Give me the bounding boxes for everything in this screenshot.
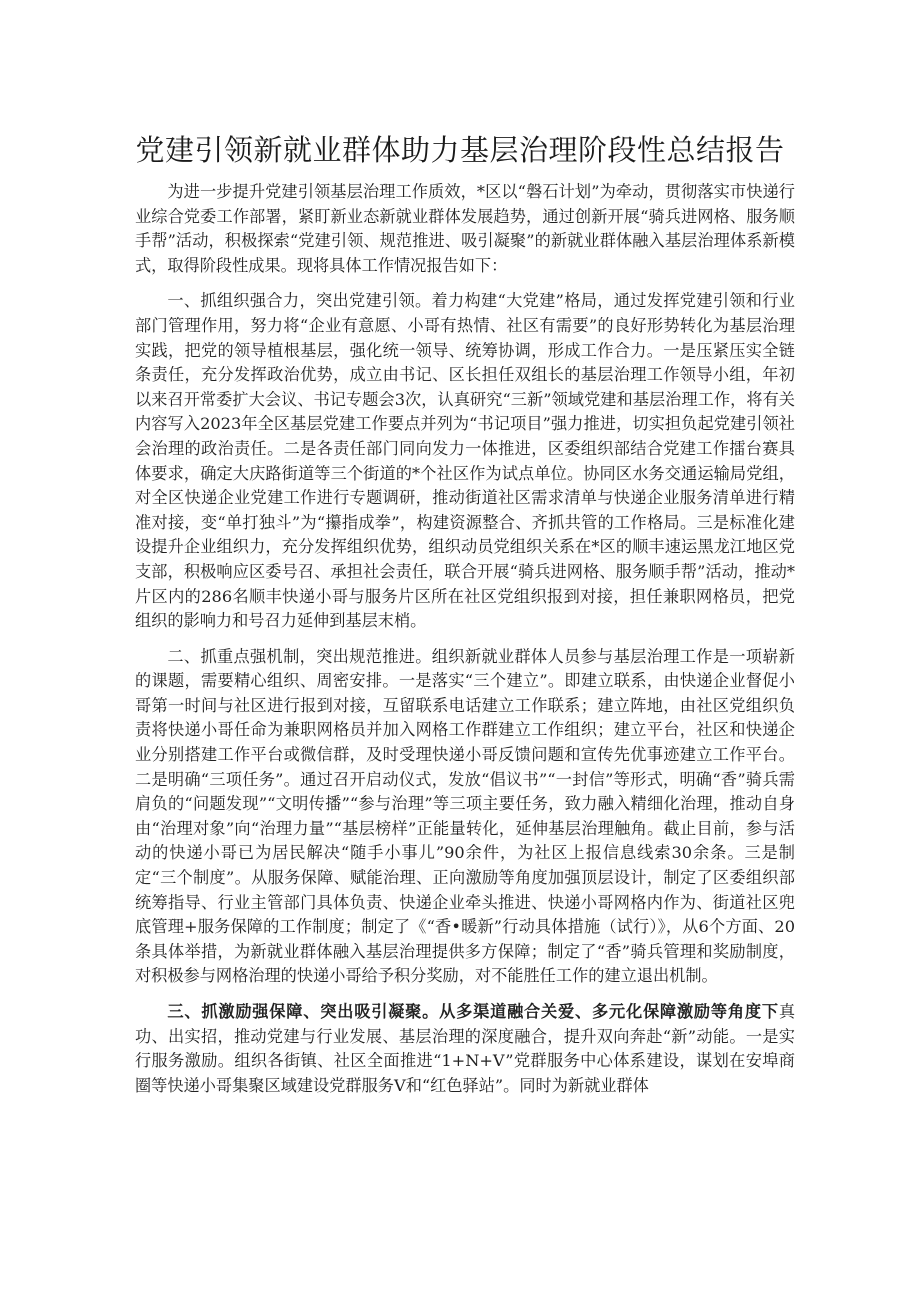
- section-three-paragraph: [135, 1000, 795, 1098]
- document-body: [135, 180, 795, 1109]
- section-one-paragraph: 一、抓组织强合力，突出党建引领。着力构建“大党建”格局，通过发挥党建引领和行业部门管理作用，努力将“企业有意愿、小哥有热情、社区有需要”的良好形势转化为基层治理实践，把党的领导植根基层，强化统一领导、统筹协调，形成工作合力。一是压紧压实全链条责任，充分发挥政治优势，成立由书记、区长担任双组长的基层治理工作领导小组，年初以来召开常委扩大会议、书记专题会3次，认真研究“三新”领域党建和基层治理工作，将有关内容写入2023年全区基层党建工作要点并列为“书记项目”强力推进，切实担负起党建引领社会治理的政治责任。二是各责任部门同向发力一体推进，区委组织部结合党建工作擂台赛具体要求，确定大庆路街道等三个街道的*个社区作为试点单位。协同区水务交通运输局党组，对全区快递企业党建工作进行专题调研，推动街道社区需求清单与快递企业服务清单进行精准对接，变“单打独斗”为“攥指成拳”，构建资源整合、齐抓共管的工作格局。三是标准化建设提升企业组织力，充分发挥组织优势，组织动员党组织关系在*区的顺丰速运黑龙江地区党支部，积极响应区委号召、承担社会责任，联合开展“骑兵进网格、服务顺手帮”活动，推动*片区内的286名顺丰快递小哥与服务片区所在社区党组织报到对接，担任兼职网格员，把党组织的影响力和号召力延伸到基层末梢。: [135, 291, 795, 631]
- section-two-paragraph: 二、抓重点强机制，突出规范推进。组织新就业群体人员参与基层治理工作是一项崭新的课题，需要精心组织、周密安排。一是落实“三个建立”。即建立联系，由快递企业督促小哥第一时间与社区进行报到对接，互留联系电话建立工作联系；建立阵地，由社区党组织负责将快递小哥任命为兼职网格员并加入网格工作群建立工作组织；建立平台，社区和快递企业分别搭建工作平台或微信群，及时受理快递小哥反馈问题和宣传先优事迹建立工作平台。二是明确“三项任务”。通过召开启动仪式，发放“倡议书”“一封信”等形式，明确“香”骑兵需肩负的“问题发现”“文明传播”“参与治理”等三项主要任务，致力融入精细化治理，推动自身由“治理对象”向“治理力量”“基层榜样”正能量转化，延伸基层治理触角。截止目前，参与活动的快递小哥已为居民解决“随手小事儿”90余件，为社区上报信息线索30余条。三是制定“三个制度”。从服务保障、赋能治理、正向激励等角度加强顶层设计，制定了区委组织部统筹指导、行业主管部门具体负责、快递企业牵头推进、快递小哥网格内作为、街道社区兜底管理+服务保障的工作制度；制定了《“香•暖新”行动具体措施（试行）》，从6个方面、20条具体举措，为新就业群体融入基层治理提供多方保障；制定了“香”骑兵管理和奖励制度，对积极参与网格治理的快递小哥给予积分奖励，对不能胜任工作的建立退出机制。: [135, 646, 795, 986]
- section-three-heading: 三、抓激励强保障、突出吸引凝聚。从多渠道融合关爱、多元化保障激励等角度下: [167, 1002, 779, 1021]
- intro-paragraph: 为进一步提升党建引领基层治理工作质效，*区以“磐石计划”为牵动，贯彻落实市快递行业综合党委工作部署，紧盯新业态新就业群体发展趋势，通过创新开展“骑兵进网格、服务顺手帮”活动，积极探索“党建引领、规范推进、吸引凝聚”的新就业群体融入基层治理体系新模式，取得阶段性成果。现将具体工作情况报告如下：: [135, 182, 795, 275]
- section-three-body: 真功、出实招，推动党建与行业发展、基层治理的深度融合，提升双向奔赴“新”动能。一是实行服务激励。组织各街镇、社区全面推进“1+N+V”党群服务中心体系建设，谋划在安埠商圈等快递小哥集聚区域建设党群服务V和“红色驿站”。同时为新就业群体: [135, 1002, 795, 1095]
- document-title: 党建引领新就业群体助力基层治理阶段性总结报告: [135, 133, 785, 167]
